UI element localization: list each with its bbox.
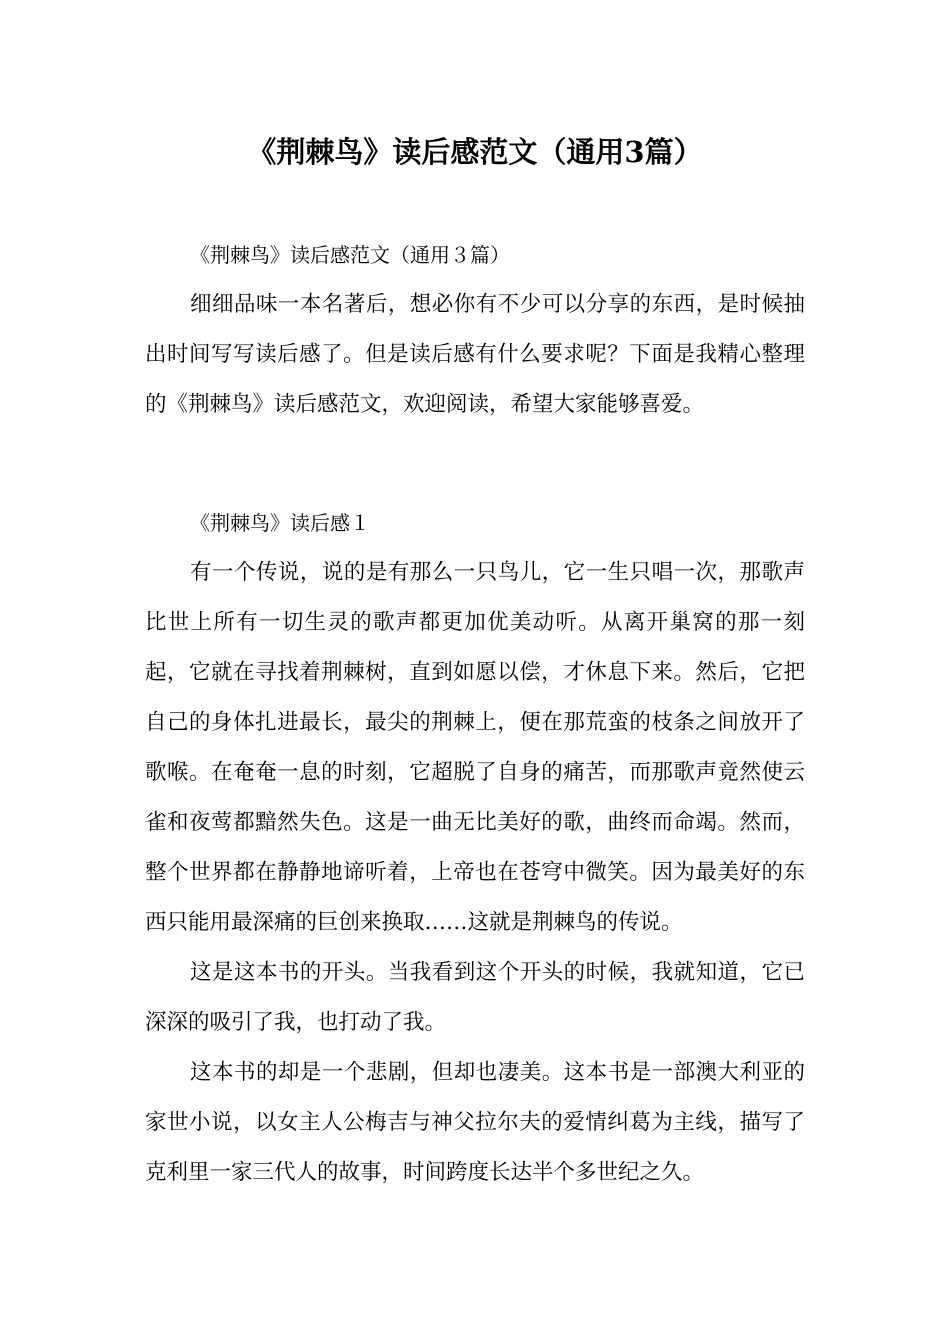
section-heading-1: 《荆棘鸟》读后感１ [190,511,370,535]
document-body [145,230,805,1198]
body-paragraph-2: 这是这本书的开头。当我看到这个开头的时候，我就知道，它已深深的吸引了我，也打动了我。 [145,960,805,1035]
body-paragraph-1: 有一个传说，说的是有那么一只鸟儿，它一生只唱一次，那歌声比世上所有一切生灵的歌声都更加优美动听。从离开巢窝的那一刻起，它就在寻找着荆棘树，直到如愿以偿，才休息下来。然后，它把自己的身体扎进最长，最尖的荆棘上，便在那荒蛮的枝条之间放开了歌喉。在奄奄一息的时刻，它超脱了自身的痛苦，而那歌声竟然使云雀和夜莺都黯然失色。这是一曲无比美好的歌，曲终而命竭。然而，整个世界都在静静地谛听着，上帝也在苍穹中微笑。因为最美好的东西只能用最深痛的巨创来换取……这就是荆棘鸟的传说。 [145,560,805,935]
intro-paragraph: 细细品味一本名著后，想必你有不少可以分享的东西，是时候抽出时间写写读后感了。但是读后感有什么要求呢？下面是我精心整理的《荆棘鸟》读后感范文，欢迎阅读，希望大家能够喜爱。 [145,292,805,417]
body-paragraph-3: 这本书的却是一个悲剧，但却也凄美。这本书是一部澳大利亚的家世小说，以女主人公梅吉与神父拉尔夫的爱情纠葛为主线，描写了克利里一家三代人的故事，时间跨度长达半个多世纪之久。 [145,1060,805,1185]
document-subtitle: 《荆棘鸟》读后感范文（通用３篇） [190,243,510,267]
section-spacer [145,430,805,498]
document-title: 《荆棘鸟》读后感范文（通用3篇） [247,135,703,169]
